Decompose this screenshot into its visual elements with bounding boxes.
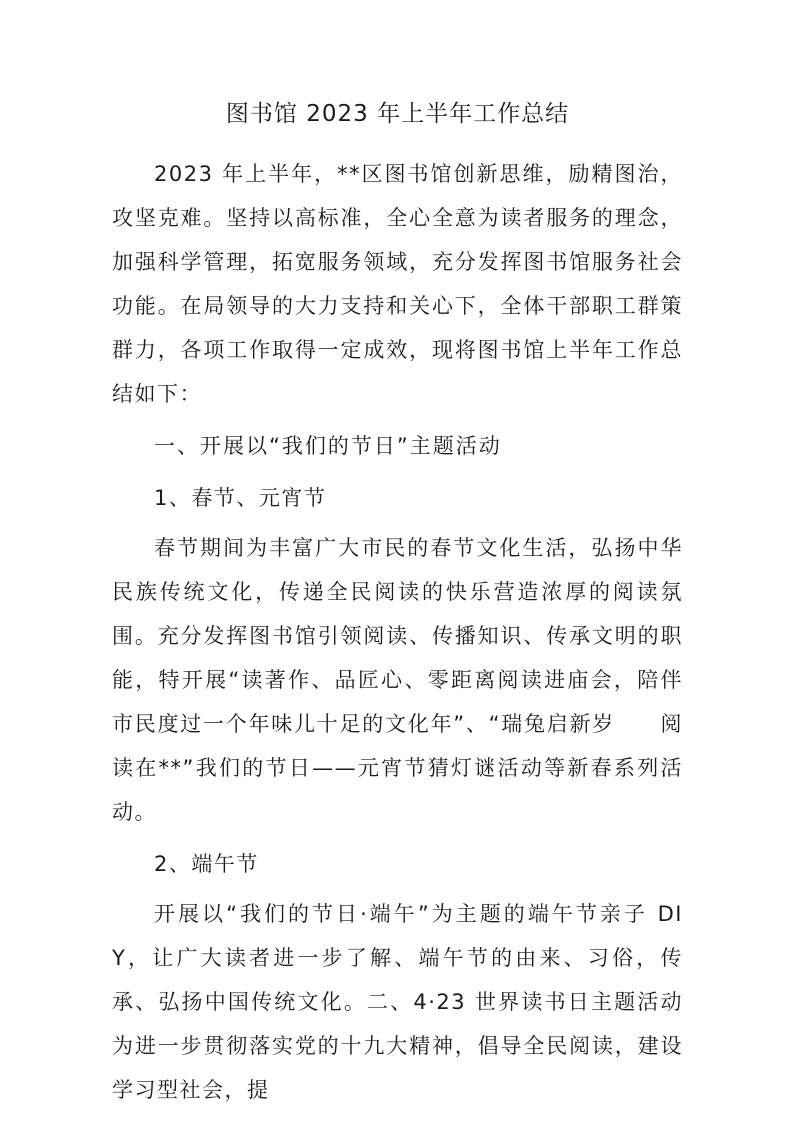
subsection-heading-spring-festival: 1、春节、元宵节 — [154, 486, 327, 510]
subsection-heading-dragon-boat: 2、端午节 — [154, 852, 259, 876]
paragraph-dragon-boat: 开展以“我们的节日·端午”为主题的端午节亲子 DIY，让广大读者进一步了解、端午节的由来、习俗，传承、弘扬中国传统文化。二、4·23 世界读书日主题活动为进一步贯彻落实党的十九大精神，倡导全民阅读，建设学习型社会，提 — [112, 902, 683, 1102]
paragraph-spring-festival: 春节期间为丰富广大市民的春节文化生活，弘扬中华民族传统文化，传递全民阅读的快乐营造浓厚的阅读氛围。充分发挥图书馆引领阅读、传播知识、传承文明的职能，特开展“读著作、品匠心、零距离阅读进庙会，陪伴市民度过一个年味儿十足的文化年”、“瑞兔启新岁 阅读在**”我们的节日——元宵节猜灯谜活动等新春系列活动。 — [112, 536, 683, 824]
paragraph-intro: 2023 年上半年，**区图书馆创新思维，励精图治，攻坚克难。坚持以高标准，全心全意为读者服务的理念，加强科学管理，拓宽服务领域，充分发挥图书馆服务社会功能。在局领导的大力支持和关心下，全体干部职工群策群力，各项工作取得一定成效，现将图书馆上半年工作总结如下： — [112, 162, 683, 406]
section-heading-1: 一、开展以“我们的节日”主题活动 — [154, 434, 502, 458]
document-title: 图书馆 2023 年上半年工作总结 — [225, 101, 570, 127]
